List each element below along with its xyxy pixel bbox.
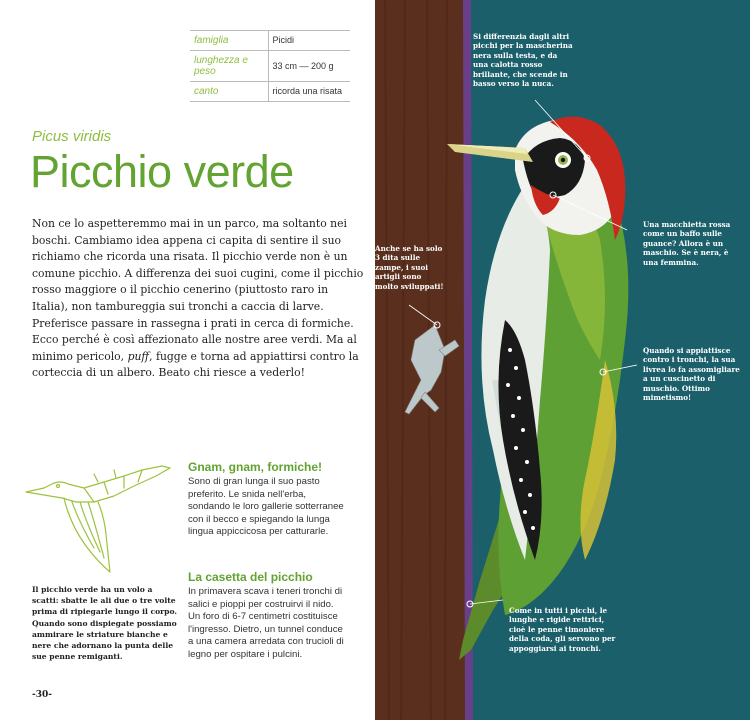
info-key: famiglia xyxy=(190,31,268,51)
right-page xyxy=(375,0,750,720)
info-key: canto xyxy=(190,82,268,102)
nest-text: In primavera scava i teneri tronchi di salici e pioppi per costruirvi il nido. Un foro di 6-7 centimetri costituisce l'ingresso. Dietro, un tunnel conduce a una camera arredata con trucioli di legno per ospitare i pulcini. xyxy=(188,586,344,660)
intro-text-end: , fugge e torna ad appiattirsi contro la corteccia di un albero. Beato chi riesce a vederlo! xyxy=(32,349,359,380)
latin-name: Picus viridis xyxy=(32,128,112,145)
nest-heading: La casetta del picchio xyxy=(188,570,313,584)
info-table xyxy=(190,30,350,102)
info-row-song xyxy=(190,82,350,102)
page-title: Picchio verde xyxy=(30,146,294,197)
intro-paragraph xyxy=(32,216,367,382)
annotation-camouflage: Quando si appiattisce contro i tronchi, la sua livrea lo fa assomigliare a un cuscinetto di muschio. Ottimo mimetismo! xyxy=(643,346,740,403)
page-number: -30- xyxy=(32,690,52,700)
intro-emphasis: puff xyxy=(127,349,150,363)
intro-text: Non ce lo aspetteremmo mai in un parco, ma soltanto nei boschi. Cambiamo idea appena ci capita di sentire il suo richiamo che ricorda una risata. Il picchio verde non è un comune picchio. A differenza dei suoi cugini, come il picchio rosso maggiore o il picchio cenerino (piuttosto raro in Italia), non tambureggia sui tronchi a caccia di larve. Preferisce passare in rassegna i prati in cerca di formiche. Ecco perché è così affezionato alle nostre aree verdi. Ma al minimo pericolo, xyxy=(32,217,364,363)
flight-caption: Il picchio verde ha un volo a scatti: sbatte le ali due o tre volte prima di ripiegarle lungo il corpo. Quando sono dispiegate possiamo ammirare le striature bianche e nere che adornano la punta delle sue penne remiganti. xyxy=(32,585,178,662)
info-row-family xyxy=(190,31,350,51)
flying-bird-sketch xyxy=(24,462,174,577)
info-value: Picidi xyxy=(268,31,350,51)
annotation-moustache: Una macchietta rossa come un baffo sulle guance? Allora è un maschio. Se è nera, è una femmina. xyxy=(643,220,731,267)
annotation-head: Si differenzia dagli altri picchi per la mascherina nera sulla testa, e da una calotta rosso brillante, che scende in basso verso la nuca. xyxy=(473,32,573,89)
info-value: ricorda una risata xyxy=(268,82,350,102)
info-key: lunghezza e peso xyxy=(190,51,268,82)
annotation-tail: Come in tutti i picchi, le lunghe e rigide rettrici, cioè le penne timoniere della coda, gli servono per appoggiarsi ai tronchi. xyxy=(509,606,616,653)
info-row-size xyxy=(190,51,350,82)
ants-heading: Gnam, gnam, formiche! xyxy=(188,460,323,474)
info-value: 33 cm — 200 g xyxy=(268,51,350,82)
ants-text: Sono di gran lunga il suo pasto preferito. Le snida nell'erba, sondando le loro gallerie sotterranee con il becco e spiegando la lunga lingua appiccicosa per catturarle. xyxy=(188,476,344,538)
annotation-feet: Anche se ha solo 3 dita sulle zampe, i suoi artigli sono molto sviluppati! xyxy=(375,244,444,291)
